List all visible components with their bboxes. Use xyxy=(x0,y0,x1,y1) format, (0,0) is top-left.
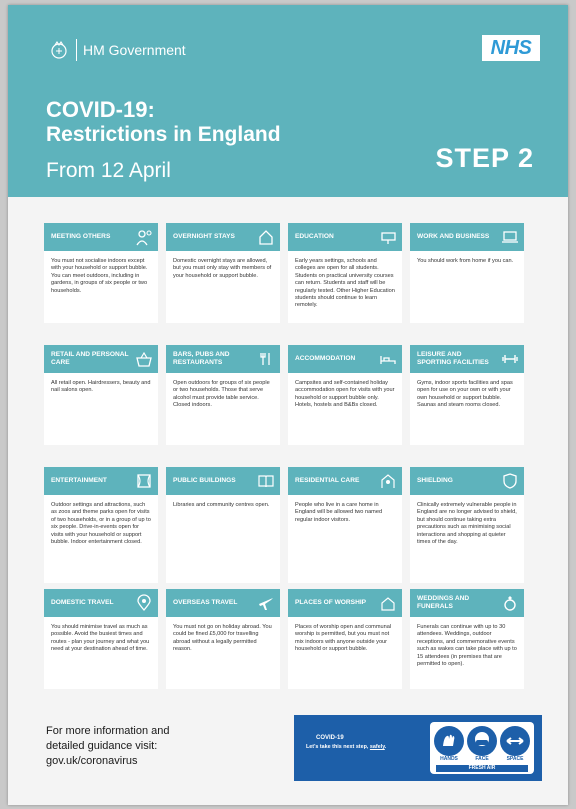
care-home-icon xyxy=(379,472,397,490)
card-public-buildings xyxy=(166,467,280,583)
card-weddings-and-funerals xyxy=(410,589,524,689)
card-header xyxy=(166,589,280,617)
card-title: PLACES OF WORSHIP xyxy=(295,599,367,606)
card-header xyxy=(410,467,524,495)
card-header xyxy=(44,345,158,373)
place-of-worship-icon xyxy=(379,594,397,612)
card-text: People who live in a care home in England will be allowed two named regular indoor visitors. xyxy=(295,502,383,523)
fresh-air-label: FRESH AIR xyxy=(436,765,528,772)
face-icon xyxy=(467,726,497,756)
card-header xyxy=(410,223,524,251)
card-title: EDUCATION xyxy=(295,233,334,240)
card-text: You must not go on holiday abroad. You could be fined £5,000 for travelling abroad without a legally permitted reason. xyxy=(173,624,272,653)
card-header xyxy=(288,223,402,251)
card-header xyxy=(410,589,524,617)
house-icon xyxy=(257,228,275,246)
title-line-1: COVID-19: xyxy=(46,97,155,122)
card-text: Early years settings, schools and colleges are open for all students. Students on practical university courses can return. Students and staff will be regularly tested. Other Higher Education students should continue to learn remotely. xyxy=(295,258,395,309)
card-work-and-business xyxy=(410,223,524,323)
card-title: PUBLIC BUILDINGS xyxy=(173,477,236,484)
card-title: ACCOMMODATION xyxy=(295,355,356,362)
card-domestic-travel xyxy=(44,589,158,689)
banner-subtitle xyxy=(306,744,386,750)
shield-icon xyxy=(501,472,519,490)
card-text: Libraries and community centres open. xyxy=(173,502,270,508)
covid-banner xyxy=(294,715,542,781)
divider xyxy=(76,39,77,61)
airplane-icon xyxy=(257,594,275,612)
card-title: ENTERTAINMENT xyxy=(51,477,107,484)
card-text: Domestic overnight stays are allowed, but you must only stay with members of your household or support bubble. xyxy=(173,258,272,279)
card-title: RETAIL AND PERSONAL CARE xyxy=(51,351,129,366)
card-meeting-others xyxy=(44,223,158,323)
card-text: Places of worship open and communal worship is permitted, but you must not mix indoors with anyone outside your household or support bubble. xyxy=(295,624,392,653)
hands-icon xyxy=(434,726,464,756)
card-text: Gyms, indoor sports facilities and spas open for use on your own or with your own household or support bubble. Saunas and steam rooms closed. xyxy=(417,380,513,409)
banner-sub-prefix: Let's take this next step, xyxy=(306,744,370,750)
face-label: FACE xyxy=(475,756,489,762)
card-leisure-and-sporting-facilities xyxy=(410,345,524,445)
card-text: Clinically extremely vulnerable people in England are no longer advised to shield, but should continue taking extra precautions such as minimising social interactions and shopping at quieter times of the day. xyxy=(417,502,517,546)
hands-label: HANDS xyxy=(440,756,458,762)
more-info-link[interactable]: gov.uk/coronavirus xyxy=(46,755,138,767)
step-label: STEP 2 xyxy=(435,143,534,173)
header xyxy=(8,5,568,197)
card-header xyxy=(166,345,280,373)
card-header xyxy=(44,467,158,495)
card-overseas-travel xyxy=(166,589,280,689)
card-title: LEISURE AND SPORTING FACILITIES xyxy=(417,351,489,366)
card-overnight-stays xyxy=(166,223,280,323)
card-header xyxy=(166,223,280,251)
card-header xyxy=(288,589,402,617)
theatre-icon xyxy=(135,472,153,490)
card-text: You must not socialise indoors except with your household or support bubble. You can meet outdoors, including in gardens, in groups of six people or two households. xyxy=(51,258,148,294)
card-shielding xyxy=(410,467,524,583)
space-label: SPACE xyxy=(506,756,524,762)
dumbbell-icon xyxy=(501,350,519,368)
card-header xyxy=(44,589,158,617)
location-pin-icon xyxy=(135,594,153,612)
banner-sub-suffix: . xyxy=(384,744,387,750)
card-header xyxy=(410,345,524,373)
card-accommodation xyxy=(288,345,402,445)
banner-sub-emph: safely xyxy=(369,744,385,750)
card-header xyxy=(166,467,280,495)
card-title: OVERSEAS TRAVEL xyxy=(173,599,238,606)
card-title: DOMESTIC TRAVEL xyxy=(51,599,114,606)
card-bars-pubs-and-restaurants xyxy=(166,345,280,445)
card-header xyxy=(288,345,402,373)
card-title: BARS, PUBS AND RESTAURANTS xyxy=(173,351,230,366)
hm-government-logo xyxy=(48,39,186,61)
nhs-logo: NHS xyxy=(482,35,540,61)
gov-name: HM Government xyxy=(83,42,186,58)
card-text: Open outdoors for groups of six people or two households. Those that serve alcohol must provide table service. Closed indoors. xyxy=(173,380,270,409)
card-title: SHIELDING xyxy=(417,477,453,484)
people-icon xyxy=(135,228,153,246)
card-title: MEETING OTHERS xyxy=(51,233,111,240)
card-text: Campsites and self-contained holiday accommodation open for visits with your household or support bubble only. Hotels, hostels and B&Bs closed. xyxy=(295,380,395,409)
shopping-basket-icon xyxy=(135,350,153,368)
cutlery-icon xyxy=(257,350,275,368)
royal-crest-icon xyxy=(48,39,70,61)
ring-icon xyxy=(501,594,519,612)
card-title: RESIDENTIAL CARE xyxy=(295,477,360,484)
laptop-icon xyxy=(501,228,519,246)
classroom-board-icon xyxy=(379,228,397,246)
poster xyxy=(8,5,568,805)
more-info-text xyxy=(46,724,170,769)
card-text: You should work from home if you can. xyxy=(417,258,514,264)
book-icon xyxy=(257,472,275,490)
card-text: Outdoor settings and attractions, such as zoos and theme parks open for visits of two households, or in a group of up to six people. Drive-in-events open for visits with your household or support bubble. Indoor entertainment closed. xyxy=(51,502,151,546)
date-line: From 12 April xyxy=(46,159,171,182)
space-icon xyxy=(500,726,530,756)
card-header xyxy=(44,223,158,251)
card-entertainment xyxy=(44,467,158,583)
card-title: WORK AND BUSINESS xyxy=(417,233,490,240)
card-residential-care xyxy=(288,467,402,583)
card-text: You should minimise travel as much as possible. Avoid the busiest times and routes - plan your journey and what you need at your destination ahead of time. xyxy=(51,624,150,653)
card-text: All retail open. Hairdressers, beauty and nail salons open. xyxy=(51,380,151,394)
card-header xyxy=(288,467,402,495)
card-title: WEDDINGS AND FUNERALS xyxy=(417,595,470,610)
card-places-of-worship xyxy=(288,589,402,689)
card-education xyxy=(288,223,402,323)
bed-icon xyxy=(379,350,397,368)
hands-face-space-logo xyxy=(430,722,534,774)
card-title: OVERNIGHT STAYS xyxy=(173,233,235,240)
card-text: Funerals can continue with up to 30 attendees. Weddings, outdoor receptions, and commemorative events such as wakes can take place with up to 15 attendees (in premises that are permitted to open). xyxy=(417,624,517,668)
more-info-line-2: detailed guidance visit: xyxy=(46,740,158,752)
more-info-line-1: For more information and xyxy=(46,725,170,737)
banner-title: COVID-19 xyxy=(316,735,344,741)
title-line-2: Restrictions in England xyxy=(46,123,281,146)
card-retail-and-personal-care xyxy=(44,345,158,445)
